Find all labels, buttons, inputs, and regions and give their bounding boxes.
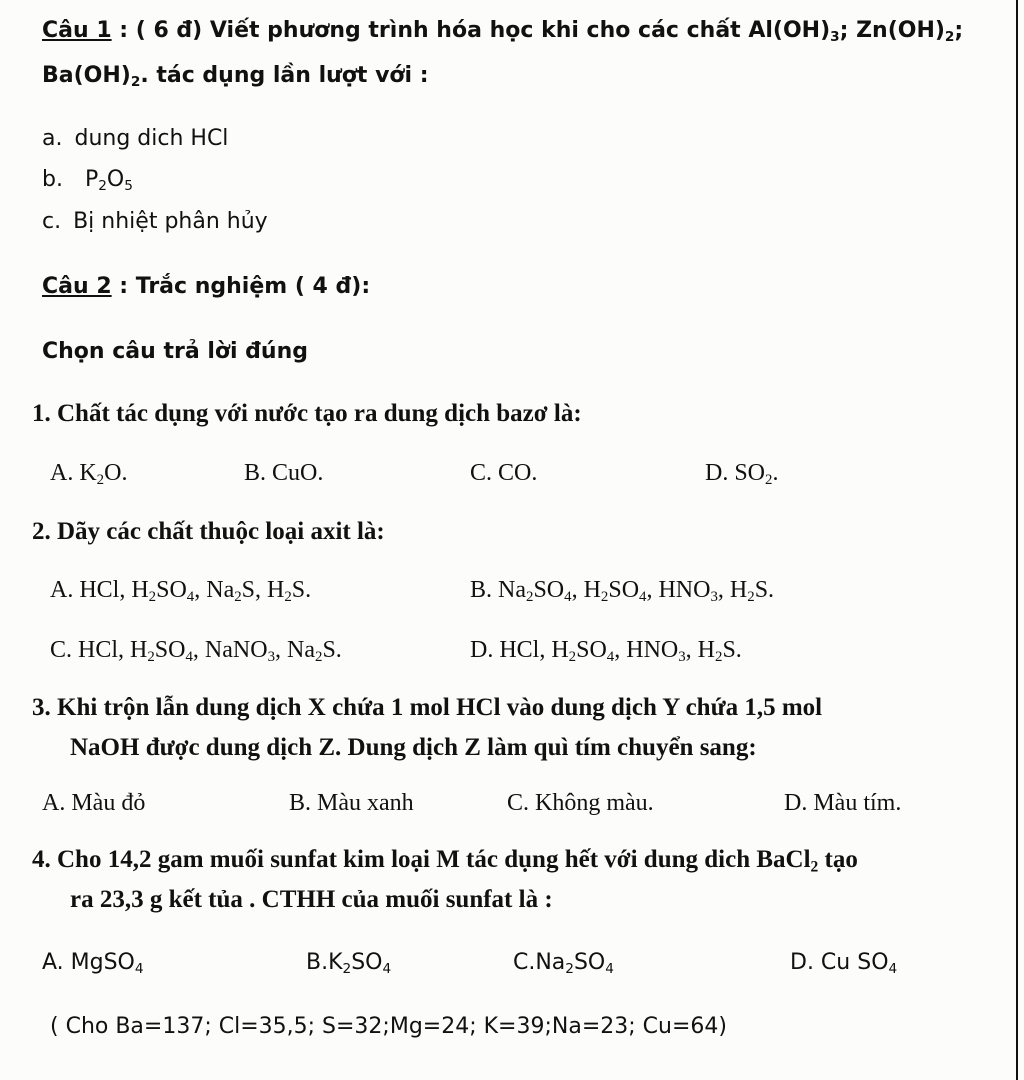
q1-heading-line2: $Ba(OH)_2$. tác dụng lần lượt với : — [42, 63, 429, 90]
problem-1-option-c: C. CO. — [470, 460, 538, 486]
problem-4-stem-line2: ra 23,3 g kết tủa . CTHH của muối sunfat là : — [70, 886, 553, 913]
problem-2-option-c: C. HCl, $H_2SO_4$, NaNO$_3$, $Na_2S$. — [50, 637, 342, 666]
q2-label: Câu 2 — [42, 274, 112, 299]
problem-4-option-b: $B.K_2SO_4$ — [306, 950, 392, 977]
problem-3-option-a: A. Màu đỏ — [42, 790, 146, 816]
problem-3-stem-line2: NaOH được dung dịch Z. Dung dịch Z làm quì tím chuyển sang: — [70, 734, 757, 761]
problem-4-option-d: D. Cu $SO_4$ — [790, 950, 898, 977]
page-edge-line — [1016, 0, 1018, 1080]
atomic-masses-note: ( Cho Ba=137; Cl=35,5; S=32;Mg=24; K=39;Na=23; Cu=64) — [50, 1014, 727, 1039]
problem-3-option-d: D. Màu tím. — [784, 790, 902, 816]
problem-2-option-a: A. HCl, $H_2SO_4$, $Na_2S$, $H_2S$. — [50, 577, 312, 606]
problem-2-stem: 2. Dãy các chất thuộc loại axit là: — [32, 518, 385, 545]
q2-instruction: Chọn câu trả lời đúng — [42, 339, 308, 364]
q2-heading: Câu 2 : Trắc nghiệm ( 4 đ): — [42, 274, 371, 299]
problem-1-option-d: D. $SO_2$. — [705, 460, 779, 489]
q1-heading: Câu 1 : ( 6 đ) Viết phương trình hóa học khi cho các chất $Al(OH)_3$; $Zn(OH)_2$; — [42, 18, 964, 45]
problem-1-option-a: A. $K_2O$. — [50, 460, 128, 489]
problem-1-stem: 1. Chất tác dụng với nước tạo ra dung dịch bazơ là: — [32, 400, 582, 427]
q1-item-b: b. $P_2O_5$ — [42, 167, 133, 194]
problem-2-option-d: D. HCl, $H_2SO_4$, $HNO_3$, $H_2S$. — [470, 637, 742, 666]
problem-4-stem-line1: 4. Cho 14,2 gam muối sunfat kim loại M tác dụng hết với dung dich BaCl$_2$ tạo — [32, 846, 858, 876]
problem-2-option-b: B. $Na_2SO_4$, $H_2SO_4$, $HNO_3$, $H_2S$. — [470, 577, 775, 606]
problem-4-option-c: $C.Na_2SO_4$ — [513, 950, 614, 977]
problem-3-option-c: C. Không màu. — [507, 790, 654, 816]
problem-4-option-a: A. MgSO$_4$ — [42, 950, 144, 977]
problem-1-option-b: B. CuO. — [244, 460, 324, 486]
q1-item-a: a. dung dich HCl — [42, 126, 229, 151]
q1-label: Câu 1 — [42, 18, 112, 43]
q1-item-c: c. Bị nhiệt phân hủy — [42, 209, 268, 234]
problem-3-stem-line1: 3. Khi trộn lẫn dung dịch X chứa 1 mol HCl vào dung dịch Y chứa 1,5 mol — [32, 694, 823, 721]
problem-3-option-b: B. Màu xanh — [289, 790, 414, 816]
